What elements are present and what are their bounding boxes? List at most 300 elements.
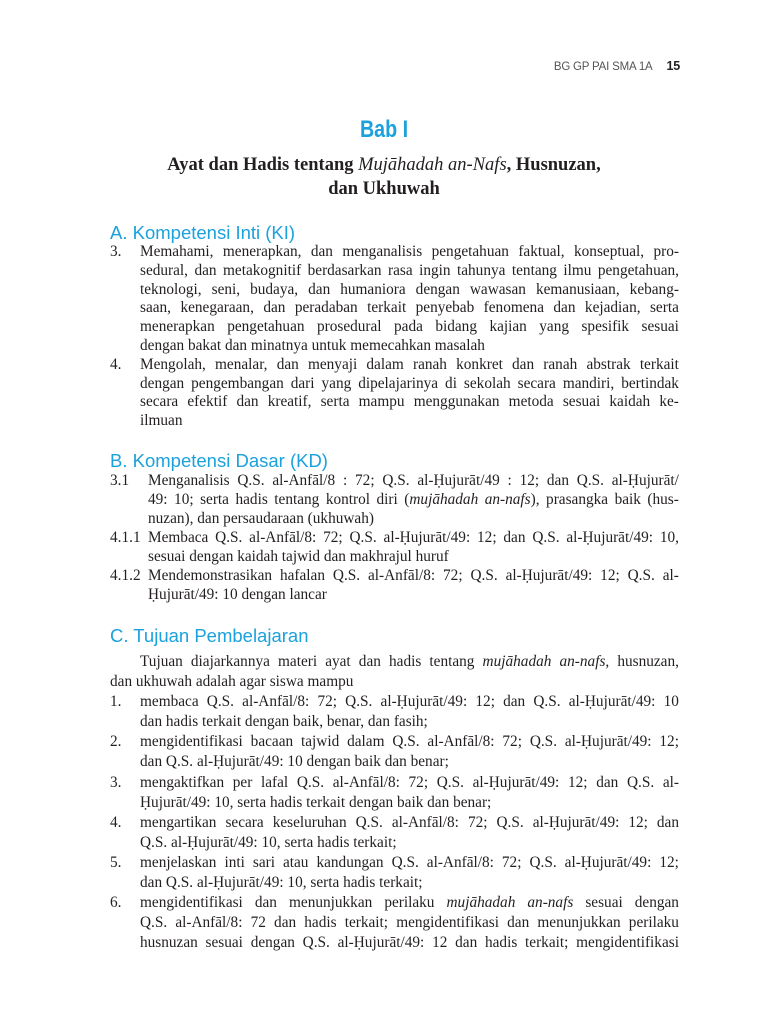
text-line <box>140 318 679 337</box>
word-part: sesuai <box>205 934 243 952</box>
word-part: sekolah <box>463 374 511 392</box>
title-part: , Husnuzan, <box>506 155 601 175</box>
word <box>536 281 620 300</box>
word <box>435 318 477 337</box>
word-part: terkait <box>639 355 679 373</box>
word <box>518 243 564 262</box>
word-part: al-Ḥujurāt/49: <box>380 693 468 711</box>
italic-word: mujāhadah <box>446 894 516 912</box>
list-item <box>110 813 679 853</box>
word-part: al-Ḥujurāt/49: <box>337 934 425 952</box>
word-part: mengidentifikasi <box>140 733 243 751</box>
word <box>272 471 335 490</box>
word-part: secara <box>225 813 264 831</box>
word <box>291 375 315 394</box>
book-code: BG GP PAI SMA 1A <box>553 61 653 73</box>
text-line <box>140 933 679 953</box>
word-part: terkait; <box>344 914 389 932</box>
word-part: Q.S. <box>140 914 168 932</box>
word <box>413 356 447 375</box>
word <box>659 853 679 873</box>
word-part: membaca <box>140 693 199 711</box>
text-segment: nuzan), dan persaudaraan (ukhuwah) <box>148 510 374 527</box>
word <box>191 652 270 672</box>
word-part: Q.S. <box>529 853 557 871</box>
item-number: 4. <box>110 813 122 831</box>
word-part: dan <box>194 261 217 279</box>
word-part: tahunya <box>456 261 506 279</box>
word <box>657 813 679 833</box>
word-part: dan <box>308 280 331 298</box>
word <box>148 490 168 509</box>
word-part: menganalisis <box>342 243 423 260</box>
word <box>437 773 464 793</box>
word <box>224 853 244 873</box>
word-part: kejadian, <box>584 299 641 317</box>
word <box>384 528 471 547</box>
word <box>628 813 648 833</box>
item-number: 3. <box>110 773 122 791</box>
word <box>280 566 325 585</box>
item-number: 4.1.2 <box>110 567 141 584</box>
word <box>574 243 644 262</box>
word-part: dan <box>274 914 297 932</box>
word-part: di <box>445 374 457 392</box>
word-part: humaniora <box>340 280 406 298</box>
word-part: teknologi, <box>140 280 202 298</box>
word-part: kaidah <box>609 393 651 411</box>
word-part: 10 <box>663 693 679 711</box>
word-part: 12; <box>477 529 497 546</box>
title-italic: Mujāhadah an-Nafs <box>358 155 507 175</box>
word-part: mengaktifkan <box>140 773 225 791</box>
word <box>569 692 656 712</box>
word <box>404 490 478 509</box>
word-part: secara <box>140 393 179 411</box>
item-number: 4. <box>110 355 122 373</box>
word-part: Q.S. <box>382 472 410 489</box>
word-part: 49: <box>148 491 168 508</box>
word <box>392 732 419 752</box>
word-part: al-Ḥujurāt/49: <box>566 529 654 546</box>
word <box>326 490 370 509</box>
text-line <box>140 773 679 793</box>
word-part: ayat <box>325 653 351 670</box>
word <box>585 893 622 913</box>
word-part: menggunakan <box>413 393 500 411</box>
word <box>543 356 577 375</box>
text-segment: dan Q.S. al-Ḥujurāt/49: 10 dengan baik dan benar; <box>140 753 449 771</box>
title-part: Ayat dan Hadis tentang <box>167 155 359 175</box>
word <box>148 471 230 490</box>
word <box>553 299 575 318</box>
word-part: pada <box>394 318 423 336</box>
word <box>565 732 652 752</box>
word <box>456 356 503 375</box>
word-part: tentang <box>429 653 475 670</box>
word <box>419 262 450 281</box>
word-part: fenomena <box>483 299 544 317</box>
word-part: Q.S. <box>355 813 383 831</box>
text-line <box>148 528 679 547</box>
word-part: bidang <box>435 318 477 336</box>
word-part: Menganalisis <box>148 472 230 489</box>
word-part: kreatif, <box>267 393 312 411</box>
heading-kompetensi-inti: A. Kompetensi Inti (KI) <box>110 222 296 243</box>
word-part: metoda <box>508 393 554 411</box>
list-item <box>110 356 679 431</box>
word-part: dan <box>263 299 286 317</box>
word-part: ), <box>530 491 540 508</box>
word-part: sesuai <box>562 393 601 411</box>
word-part: kajian <box>489 318 527 336</box>
word <box>223 262 301 281</box>
word-part: Mengolah, <box>140 355 206 373</box>
word-part: 72; <box>408 773 429 791</box>
item-number: 3.1 <box>110 472 130 489</box>
word-part: Q.S. <box>533 693 561 711</box>
word <box>140 243 214 262</box>
word <box>388 262 413 281</box>
word <box>338 933 425 953</box>
italic-word: mujāhadah <box>409 491 479 508</box>
word <box>283 853 308 873</box>
word-part: baik <box>614 491 641 508</box>
word-part: al-Ḥujurāt/49 <box>417 472 500 489</box>
word <box>227 318 304 337</box>
word <box>615 490 641 509</box>
word <box>140 652 183 672</box>
word <box>416 299 475 318</box>
word <box>427 732 494 752</box>
kompetensi-dasar-list <box>110 471 679 604</box>
word-part: al-Anfāl/8: <box>368 567 436 584</box>
word-part: metakognitif <box>223 261 302 279</box>
word-part: Q.S. <box>215 529 243 546</box>
word-part: faktual, <box>518 243 565 260</box>
word-part: al-Ḥujurāt/49: <box>505 567 593 584</box>
word <box>389 652 421 672</box>
word-part: dan <box>503 693 526 711</box>
text-line <box>110 672 679 692</box>
word <box>568 773 588 793</box>
word <box>322 375 352 394</box>
item-number: 6. <box>110 894 122 912</box>
word <box>148 566 272 585</box>
word <box>140 281 202 300</box>
word-part: konseptual, <box>574 243 645 260</box>
word <box>278 652 317 672</box>
word <box>368 566 435 585</box>
word <box>340 281 405 300</box>
word-part: diri <box>376 491 398 508</box>
word-part: ranah <box>412 355 447 373</box>
word <box>445 375 457 394</box>
word-part: dan <box>254 894 277 912</box>
list-item <box>110 732 679 772</box>
word <box>506 566 593 585</box>
word-part: pro- <box>653 243 679 260</box>
word <box>512 262 557 281</box>
word-part: 72 <box>250 914 266 932</box>
word-part: wawasan <box>469 280 526 298</box>
word <box>140 913 167 933</box>
list-item <box>110 893 679 953</box>
word-part: Q.S. <box>470 567 498 584</box>
word <box>647 490 678 509</box>
word-part: mampu <box>358 393 405 411</box>
text-segment: Ḥujurāt/49: 10, serta hadis terkait dengan baik dan benar; <box>140 793 492 811</box>
word <box>566 528 653 547</box>
heading-kompetensi-dasar: B. Kompetensi Dasar (KD) <box>110 450 328 471</box>
word-part: bertindak <box>621 374 679 392</box>
word-part: prosedural <box>316 318 382 336</box>
word-part: dan <box>358 653 381 670</box>
word <box>233 773 253 793</box>
list-item <box>110 692 679 732</box>
word-part: al-Ḥujurāt/ <box>611 472 679 489</box>
word-part: pengetahuan <box>431 243 509 260</box>
word <box>140 356 206 375</box>
word-part: diajarkannya <box>190 653 270 670</box>
text-line <box>140 752 679 772</box>
item-number: 2. <box>110 733 122 751</box>
word <box>455 933 477 953</box>
word-part: spesifik <box>581 318 630 336</box>
word <box>325 652 350 672</box>
word <box>416 281 460 300</box>
word-part: hadis <box>304 914 337 932</box>
word-part: kandungan <box>316 853 384 871</box>
word <box>507 913 529 933</box>
word-part: 10; <box>174 491 194 508</box>
word-part: tentang <box>511 261 557 279</box>
word <box>489 318 526 337</box>
page-number: 15 <box>666 59 680 73</box>
word-part: inti <box>224 853 245 871</box>
word <box>382 471 409 490</box>
word-part: menunjukkan <box>289 894 373 912</box>
word-part: dalam <box>366 355 404 373</box>
text-line <box>148 509 679 528</box>
word-part: mandiri, <box>562 374 615 392</box>
word-part: bacaan <box>250 733 294 751</box>
word <box>527 893 573 913</box>
word <box>508 471 512 490</box>
word <box>414 393 500 412</box>
word <box>215 356 267 375</box>
word-part: (hus- <box>647 491 679 508</box>
word <box>333 773 400 793</box>
word-part: 12; <box>519 472 540 489</box>
word-part: Q.S. <box>529 733 558 751</box>
item-number: 5. <box>110 853 122 871</box>
word <box>560 652 610 672</box>
running-header <box>554 59 680 73</box>
list-item <box>110 773 679 813</box>
word-part: Q.S. <box>576 472 604 489</box>
word <box>358 375 438 394</box>
word <box>251 913 266 933</box>
word-part: serta <box>649 299 679 317</box>
word-part: 12; <box>600 567 620 584</box>
word <box>394 318 423 337</box>
word <box>563 262 591 281</box>
word-part: dan <box>455 934 478 952</box>
word <box>642 318 679 337</box>
word-part: Q.S. <box>349 529 377 546</box>
word <box>473 773 560 793</box>
word-part: al- <box>662 567 679 584</box>
chapter-label: Bab I <box>359 116 409 143</box>
text-segment: Q.S. al-Ḥujurāt/49: 10, serta hadis terkait; <box>140 833 397 851</box>
word <box>215 528 242 547</box>
word-part: al-Anfāl/8: <box>242 693 310 711</box>
word <box>356 813 383 833</box>
word <box>311 243 333 262</box>
word-part: al-Ḥujurāt/49: <box>472 773 560 791</box>
word-part: al-Anfāl/8 <box>272 472 336 489</box>
word <box>366 356 403 375</box>
word-part: ilmu <box>563 261 592 279</box>
word <box>277 356 299 375</box>
word-part: terkait <box>367 299 407 317</box>
text-line <box>140 913 679 933</box>
word <box>251 933 295 953</box>
text-line <box>140 732 679 752</box>
word-part: saan, <box>140 299 172 317</box>
word <box>274 490 319 509</box>
word-part: husnuzan, <box>617 653 679 670</box>
word-part: ranah <box>543 355 578 373</box>
word <box>250 281 298 300</box>
word-part: serta <box>320 393 350 411</box>
word <box>457 262 505 281</box>
word-part: al-Ḥujurāt/49: <box>532 813 620 831</box>
word-part: Tujuan <box>140 653 183 670</box>
word <box>295 299 358 318</box>
word <box>477 528 497 547</box>
word-part: Mendemonstrasikan <box>148 567 273 584</box>
word-part: menerapkan, <box>222 243 302 260</box>
word-part: Memahami, <box>140 243 214 260</box>
text-segment: dan hadis terkait dengan baik, benar, dan fasih; <box>140 713 428 731</box>
word-part: sesuai <box>641 318 679 336</box>
word <box>600 566 620 585</box>
word-part: Q.S. <box>626 773 655 791</box>
word-part: Q.S. <box>391 853 419 871</box>
text-line <box>140 833 679 853</box>
word-part: dengan <box>634 894 679 912</box>
word-part: 72; <box>443 567 463 584</box>
word-part: 72; <box>502 733 522 751</box>
word <box>140 393 178 412</box>
word-part: perilaku <box>384 894 435 912</box>
word-part: materi <box>278 653 318 670</box>
word-part: sari <box>252 853 275 871</box>
word <box>496 813 523 833</box>
word <box>447 893 516 913</box>
word <box>236 393 258 412</box>
word <box>194 262 216 281</box>
word-part: seni, <box>211 280 241 298</box>
word-part: pengembangan <box>191 374 284 392</box>
word-part: ke- <box>659 393 679 411</box>
word-part: ( <box>404 491 410 508</box>
word <box>509 393 554 412</box>
word <box>297 773 324 793</box>
word <box>581 318 629 337</box>
word <box>308 262 382 281</box>
word-part: Q.S. <box>496 813 524 831</box>
word <box>654 243 680 262</box>
word <box>321 393 350 412</box>
word-part: kemanusiaan, <box>535 280 620 298</box>
word <box>485 933 517 953</box>
word <box>470 281 526 300</box>
word <box>432 243 509 262</box>
word <box>627 773 654 793</box>
text-line <box>110 652 679 672</box>
word <box>140 773 224 793</box>
word <box>345 692 372 712</box>
word <box>429 652 474 672</box>
word-part: pengetahuan, <box>597 261 679 279</box>
word <box>225 813 263 833</box>
word <box>381 692 468 712</box>
text-line <box>148 585 679 604</box>
word <box>533 692 560 712</box>
word-part: rasa <box>387 261 413 279</box>
item-number: 3. <box>110 243 122 260</box>
word-part: efektif <box>187 393 228 411</box>
word-part: 72; <box>467 813 488 831</box>
word <box>140 318 215 337</box>
word <box>617 652 679 672</box>
word-part: tentang <box>274 491 320 508</box>
word <box>586 356 630 375</box>
word <box>609 393 650 412</box>
word-part: menalar, <box>215 355 268 373</box>
word <box>512 356 534 375</box>
word <box>342 243 422 262</box>
word-part: mengidentifikasi <box>576 934 679 952</box>
word <box>140 375 184 394</box>
word <box>263 299 285 318</box>
word-part: abstrak <box>586 355 631 373</box>
word <box>409 773 429 793</box>
word <box>347 732 384 752</box>
word-part: Q.S. <box>392 733 420 751</box>
text-line <box>140 281 679 300</box>
word-part: Q.S. <box>436 773 464 791</box>
list-item <box>110 471 679 528</box>
word-part: al-Ḥujurāt/49: <box>568 693 656 711</box>
word <box>664 692 679 712</box>
word-part: perilaku <box>628 914 679 932</box>
word-part: mengidentifikasi <box>396 914 499 932</box>
word-part: al-Ḥujurāt/49: <box>564 853 652 871</box>
word-part: mengartikan <box>140 813 217 831</box>
word <box>417 471 499 490</box>
word <box>546 490 608 509</box>
text-line <box>148 566 679 585</box>
word-part: pengetahuan <box>227 318 305 336</box>
word <box>174 490 194 509</box>
word <box>359 652 381 672</box>
text-line <box>148 471 679 490</box>
word-part: terkait; <box>525 934 569 952</box>
